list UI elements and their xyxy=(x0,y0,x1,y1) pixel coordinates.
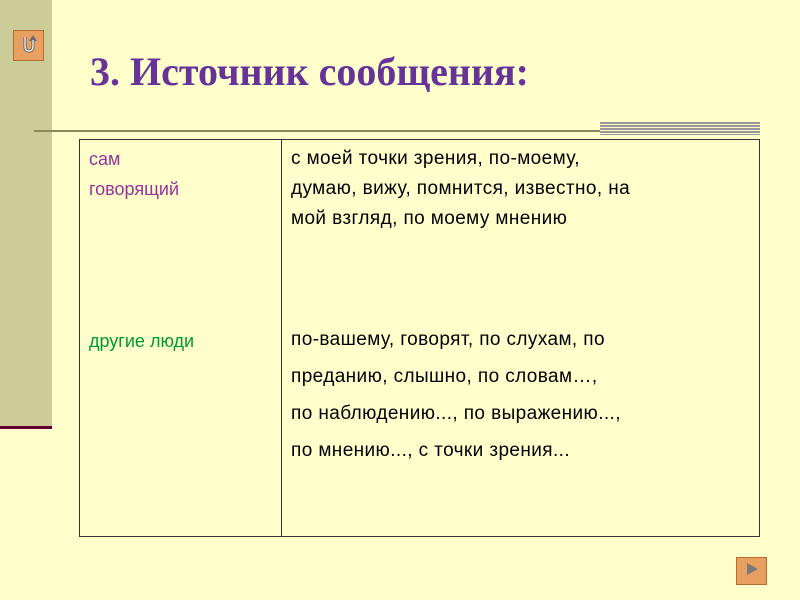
left-sidebar-bar xyxy=(0,0,52,428)
speaker-self-label xyxy=(89,144,179,204)
phrases-others-list xyxy=(291,321,751,469)
speaker-line: сам xyxy=(89,149,121,169)
phrase-line: по-вашему, говорят, по слухам, по xyxy=(291,329,605,350)
speaker-cell xyxy=(80,140,282,537)
speaker-line: говорящий xyxy=(89,179,180,199)
phrase-line: по мнению..., с точки зрения... xyxy=(291,440,571,461)
speaker-line: другие люди xyxy=(89,331,195,351)
back-button[interactable] xyxy=(13,30,44,61)
sidebar-divider xyxy=(0,426,52,429)
phrase-line: по наблюдению..., по выражению..., xyxy=(291,403,621,424)
next-slide-button[interactable] xyxy=(736,557,767,585)
title-divider xyxy=(34,130,600,132)
phrases-cell xyxy=(282,140,760,537)
speaker-others-label xyxy=(89,326,194,356)
table-row xyxy=(80,140,760,537)
phrase-line: с моей точки зрения, по-моему, xyxy=(291,148,580,169)
phrase-line: преданию, слышно, по словам…, xyxy=(291,366,598,387)
play-arrow-icon xyxy=(744,561,760,582)
phrase-line: думаю, вижу, помнится, известно, на xyxy=(291,178,631,199)
slide-title: 3. Источник сообщения: xyxy=(90,49,529,94)
phrases-self-list xyxy=(291,144,751,234)
phrase-line: мой взгляд, по моему мнению xyxy=(291,208,568,229)
message-source-table xyxy=(79,139,760,537)
return-arrow-icon xyxy=(18,32,40,59)
title-accent-block xyxy=(600,122,760,135)
